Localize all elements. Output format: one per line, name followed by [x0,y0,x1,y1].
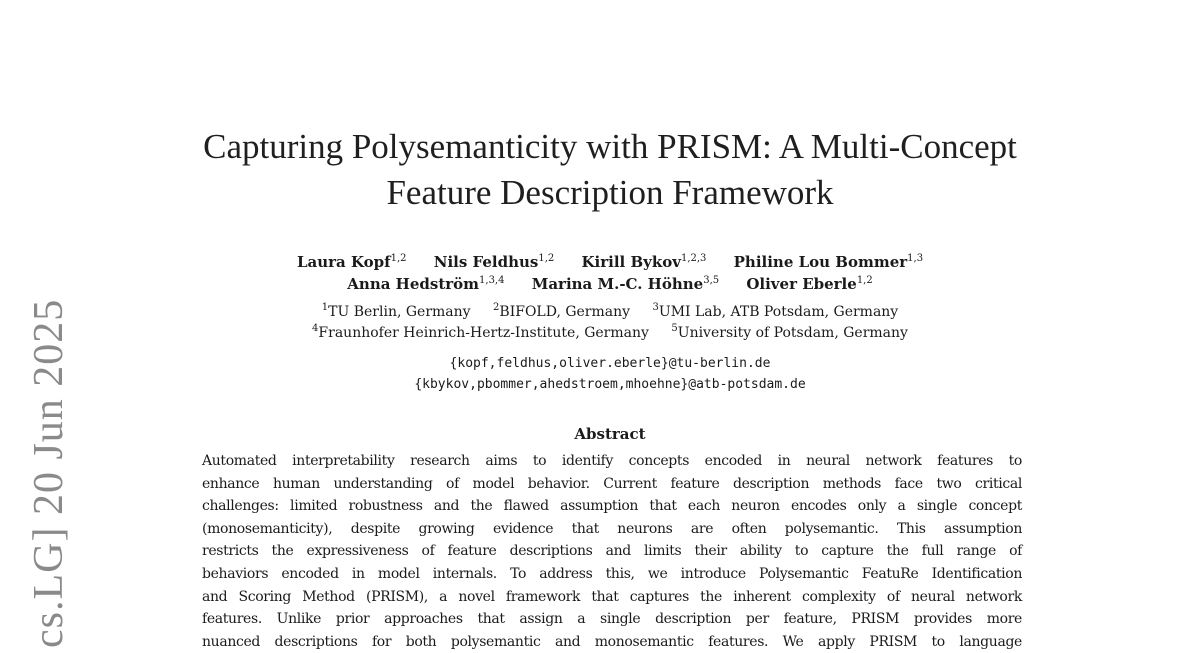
author: Philine Lou Bommer$^{1,3}$ [733,253,924,271]
author-list [200,251,1020,295]
abstract-heading: Abstract [574,425,646,443]
affiliation-line [200,323,1020,344]
abstract-line: nuanced descriptions for both polysemantic and monosemantic features. We apply PRISM to language [202,633,1022,650]
email-line: {kopf,feldhus,oliver.eberle}@tu-berlin.de [449,356,771,371]
author: Marina M.-C. Höhne$^{3,5}$ [531,275,720,293]
abstract-line: challenges: limited robustness and the flawed assumption that each neuron encodes only a single concept [202,498,1022,515]
affiliation: $^5$University of Potsdam, Germany [671,323,908,341]
email-list [200,353,1020,395]
author-line [200,251,1020,273]
author: Nils Feldhus$^{1,2}$ [433,253,555,271]
title-line: Feature Description Framework [386,173,834,212]
affiliation-line [200,302,1020,323]
affiliation: $^1$TU Berlin, Germany [321,302,471,320]
abstract-line: and Scoring Method (PRISM), a novel framework that captures the inherent complexity of neural network [202,588,1022,605]
author: Anna Hedström$^{1,3,4}$ [347,275,505,293]
affiliation: $^2$BIFOLD, Germany [493,302,631,320]
author: Oliver Eberle$^{1,2}$ [746,275,873,293]
abstract-body [202,450,1022,653]
author: Laura Kopf$^{1,2}$ [296,253,407,271]
abstract-line: enhance human understanding of model behavior. Current feature description methods face two critical [202,475,1022,492]
abstract-line: features. Unlike prior approaches that assign a single description per feature, PRISM provides more [202,611,1022,628]
abstract-line: (monosemanticity), despite growing evidence that neurons are often polysemantic. This assumption [202,520,1022,537]
author-line [200,273,1020,295]
title-line: Capturing Polysemanticity with PRISM: A Multi-Concept [203,127,1017,166]
affiliation: $^3$UMI Lab, ATB Potsdam, Germany [652,302,899,320]
author: Kirill Bykov$^{1,2,3}$ [581,253,707,271]
abstract-line: behaviors encoded in model internals. To address this, we introduce Polysemantic FeatuRe Identification [202,565,1022,582]
email-line: {kbykov,pbommer,ahedstroem,mhoehne}@atb-potsdam.de [414,377,806,392]
paper-title [100,124,1120,216]
arxiv-identifier-stamp: cs.LG] 20 Jun 2025 [26,298,72,648]
affiliation: $^4$Fraunhofer Heinrich-Hertz-Institute, Germany [312,323,649,341]
abstract-line: Automated interpretability research aims to identify concepts encoded in neural network features to [202,453,1022,469]
abstract-line: restricts the expressiveness of feature descriptions and limits their ability to capture the full range of [202,543,1022,560]
affiliation-list [200,302,1020,344]
